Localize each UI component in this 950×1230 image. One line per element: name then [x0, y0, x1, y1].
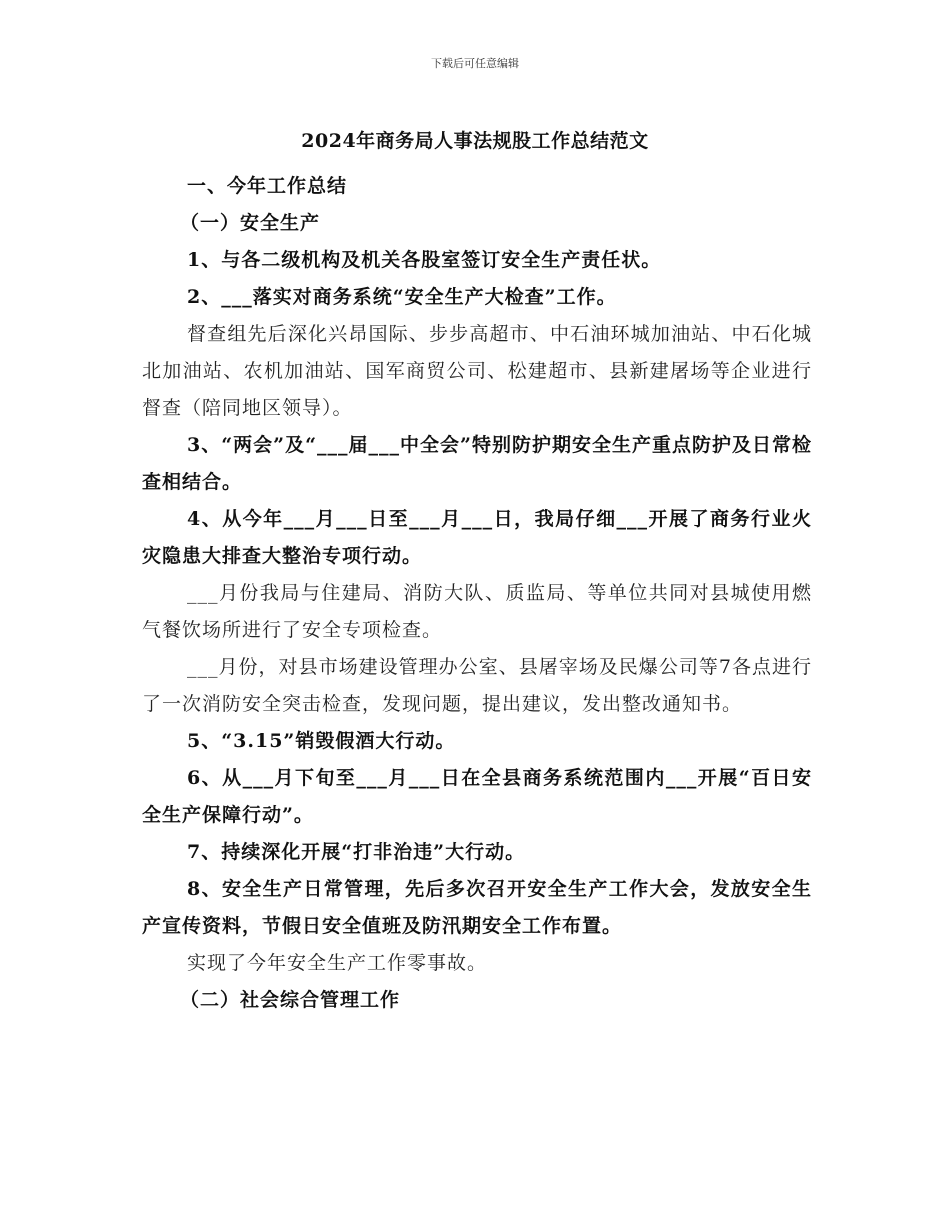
item-5: 5、“3.15”销毁假酒大行动。	[187, 730, 456, 752]
paragraph-gas-inspection: ___月份我局与住建局、消防大队、质监局、等单位共同对县城使用燃气餐饮场所进行了安全专项检查。	[142, 582, 812, 641]
subsection-heading-safety: （一）安全生产	[180, 212, 321, 234]
item-7: 7、持续深化开展“打非治违”大行动。	[187, 841, 526, 863]
header-note: 下载后可任意编辑	[431, 57, 519, 70]
paragraph-inspection-group: 督查组先后深化兴昂国际、步步高超市、中石油环城加油站、中石化城北加油站、农机加油站、国军商贸公司、松建超市、县新建屠场等企业进行督查（陪同地区领导）。	[142, 323, 812, 419]
item-1: 1、与各二级机构及机关各股室签订安全生产责任状。	[187, 249, 662, 271]
section-heading-1: 一、今年工作总结	[187, 175, 348, 197]
item-3: 3、“两会”及“___届___中全会”特别防护期安全生产重点防护及日常检查相结合。	[142, 434, 812, 493]
subsection-heading-social-management: （二）社会综合管理工作	[180, 989, 401, 1011]
paragraph-zero-accident: 实现了今年安全生产工作零事故。	[187, 952, 488, 974]
document-body	[142, 168, 812, 1019]
item-6: 6、从___月下旬至___月___日在全县商务系统范围内___开展“百日安全生产保障行动”。	[142, 767, 812, 826]
item-2: 2、___落实对商务系统“安全生产大检查”工作。	[187, 286, 617, 308]
item-4: 4、从今年___月___日至___月___日，我局仔细___开展了商务行业火灾隐患大排查大整治专项行动。	[142, 508, 812, 567]
document-title: 2024年商务局人事法规股工作总结范文	[301, 130, 649, 152]
item-8: 8、安全生产日常管理，先后多次召开安全生产工作大会，发放安全生产宣传资料，节假日安全值班及防汛期安全工作布置。	[142, 878, 812, 937]
paragraph-fire-inspection: ___月份，对县市场建设管理办公室、县屠宰场及民爆公司等7各点进行了一次消防安全突击检查，发现问题，提出建议，发出整改通知书。	[142, 656, 812, 715]
